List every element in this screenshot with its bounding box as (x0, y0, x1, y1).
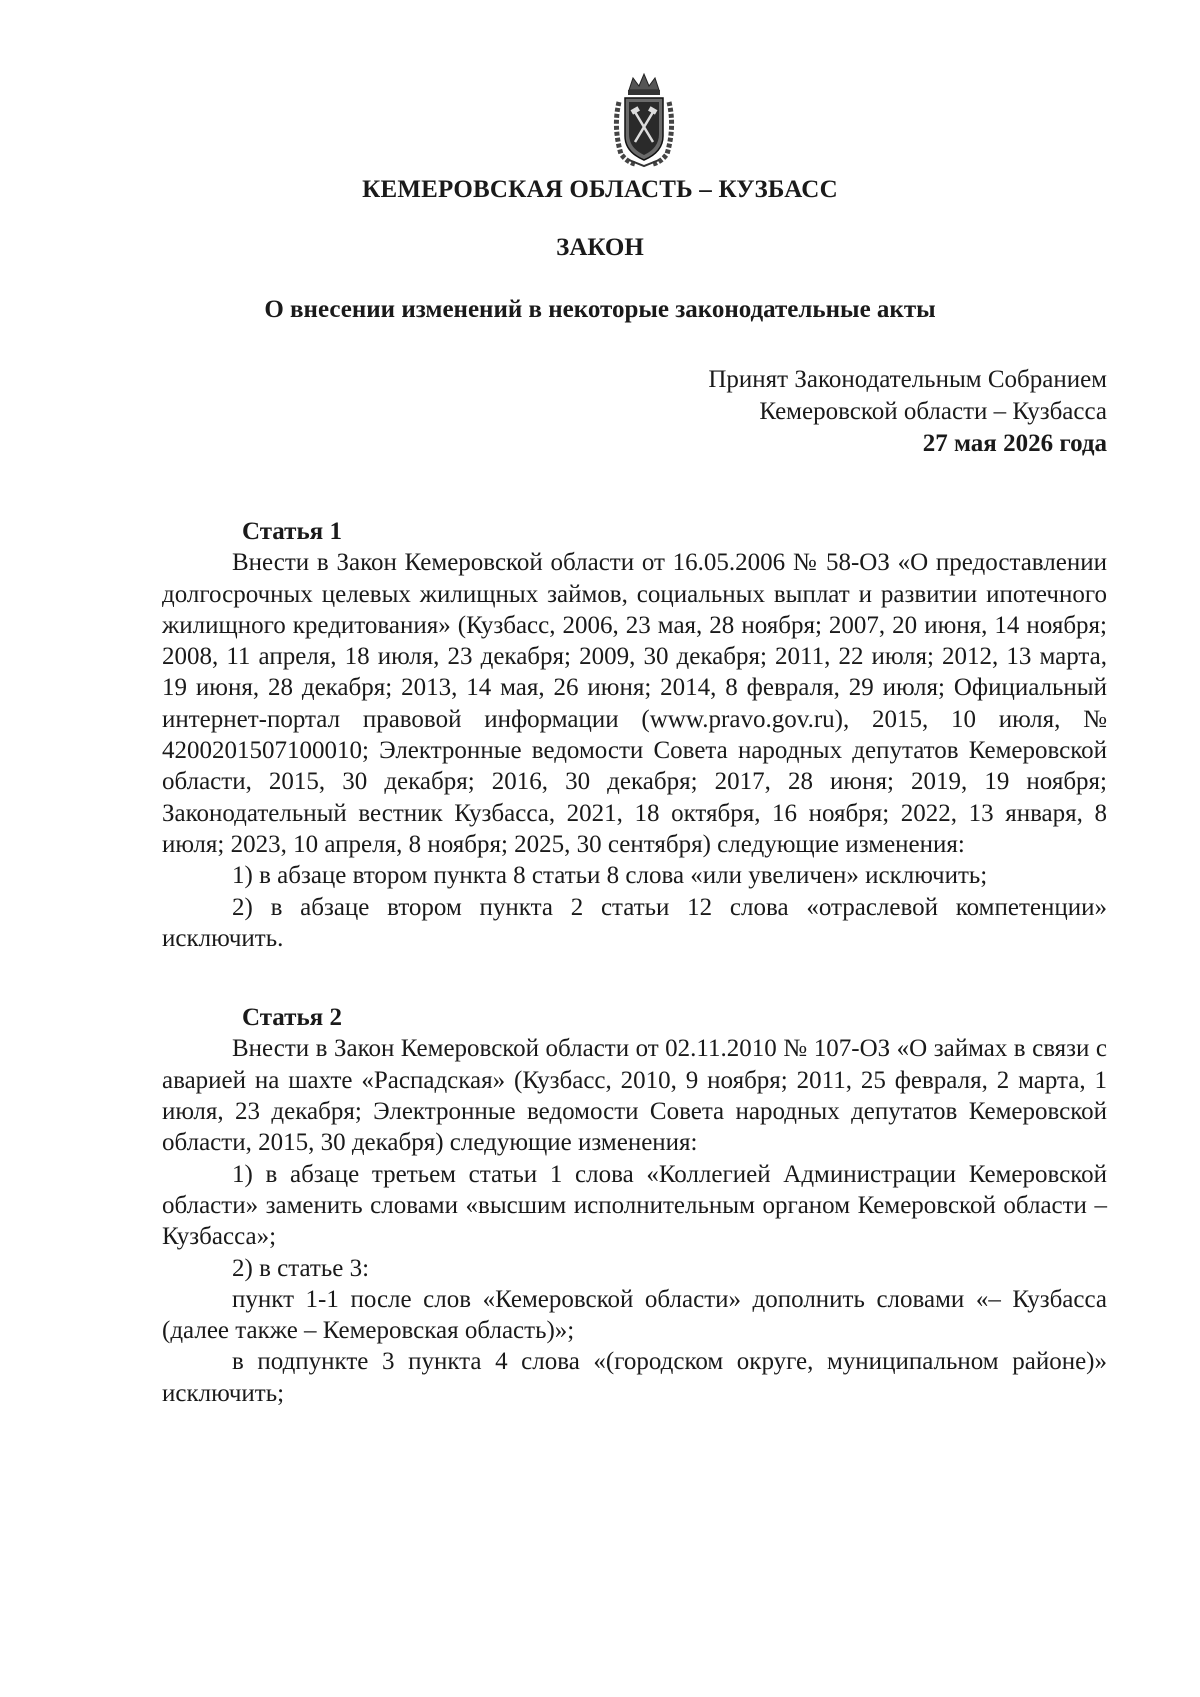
article-heading: Статья 2 (242, 1004, 342, 1032)
article-item: 2) в статье 3: (232, 1254, 370, 1282)
adoption-line-1: Принят Законодательным Собранием (708, 366, 1107, 393)
coat-of-arms-icon (611, 72, 677, 168)
article-item: 1) в абзаце втором пункта 8 статьи 8 слова «или увеличен» исключить; (232, 862, 988, 890)
region-title: КЕМЕРОВСКАЯ ОБЛАСТЬ – КУЗБАСС (362, 176, 838, 203)
article-2 (162, 1002, 1107, 1409)
article-item: 2) в абзаце втором пункта 2 статьи 12 слова «отраслевой компетенции» исключить. (162, 893, 1107, 952)
adoption-block (708, 364, 1107, 460)
adoption-line-2: Кемеровской области – Кузбасса (759, 398, 1107, 425)
article-item: пункт 1-1 после слов «Кемеровской области» дополнить словами «– Кузбасса (далее также – Кемеровская область)»; (162, 1285, 1107, 1345)
article-item: в подпункте 3 пункта 4 слова «(городском округе, муниципальном районе)» исключить; (162, 1348, 1107, 1407)
document-subject: О внесении изменений в некоторые законодательные акты (264, 296, 936, 323)
adoption-date: 27 мая 2026 года (922, 430, 1107, 457)
document-type: ЗАКОН (556, 234, 644, 261)
document-body (162, 516, 1107, 1409)
article-intro: Внести в Закон Кемеровской области от 02.11.2010 № 107-ОЗ «О займах в связи с аварией на шахте «Распадская» (Кузбасс, 2010, 9 ноября; 2011, 25 февраля, 2 марта, 1 июля, 23 декабря; Электронные ведомости Совета народных депутатов Кемеровской области, 2015, 30 декабря) следующие изменения: (162, 1035, 1107, 1157)
article-item: 1) в абзаце третьем статьи 1 слова «Коллегией Администрации Кемеровской области» заменить словами «высшим исполнительным органом Кемеровской области – Кузбасса»; (162, 1160, 1107, 1251)
article-1 (162, 516, 1107, 954)
article-intro: Внести в Закон Кемеровской области от 16.05.2006 № 58-ОЗ «О предоставлении долгосрочных целевых жилищных займов, социальных выплат и развитии ипотечного жилищного кредитования» (Кузбасс, 2006, 23 мая, 28 ноября; 2007, 20 июня, 14 ноября; 2008, 11 апреля, 18 июля, 23 декабря; 2009, 30 декабря; 2011, 22 июля; 2012, 13 марта, 19 июня, 28 декабря; 2013, 14 мая, 26 июня; 2014, 8 февраля, 29 июля; Официальный интернет-портал правовой информации (www.pravo.gov.ru), 2015, 10 июля, № 4200201507100010; Электронные ведомости Совета народных депутатов Кемеровской области, 2015, 30 декабря; 2016, 30 декабря; 2017, 28 июня; 2019, 19 ноября; Законодательный вестник Кузбасса, 2021, 18 октября, 16 ноября; 2022, 13 января, 8 июля; 2023, 10 апреля, 8 ноября; 2025, 30 сентября) следующие изменения: (162, 549, 1107, 858)
article-heading: Статья 1 (242, 518, 342, 545)
